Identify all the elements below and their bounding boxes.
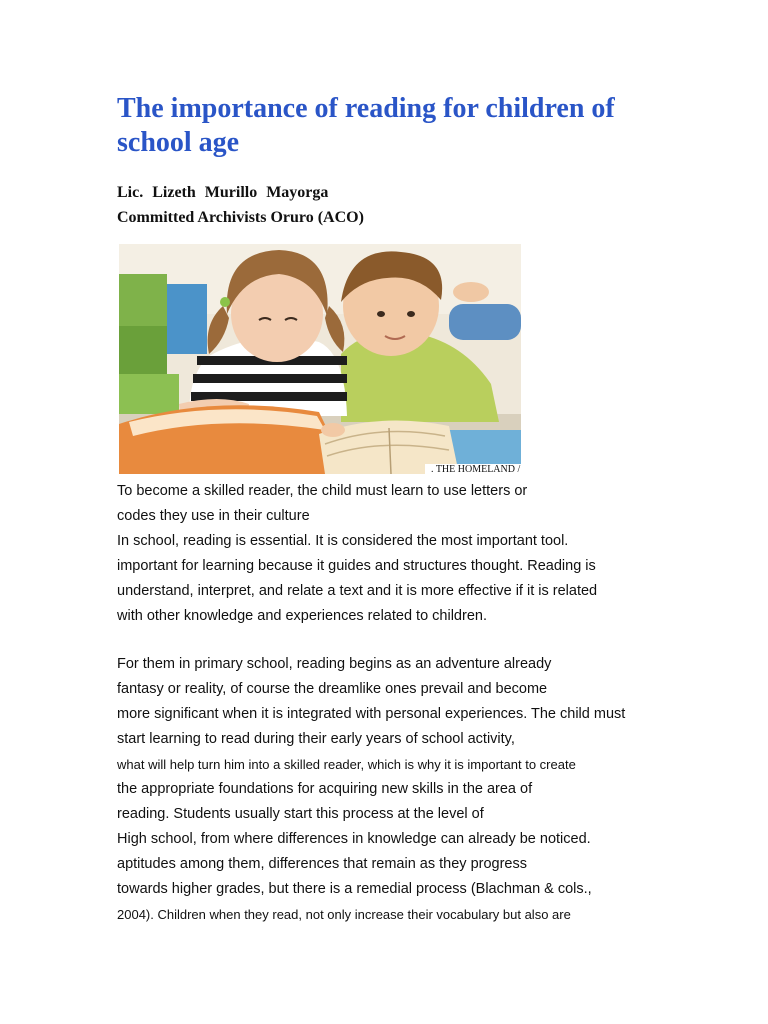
text-line: start learning to read during their early years of school activity, xyxy=(117,731,515,747)
text-line: In school, reading is essential. It is considered the most important tool. xyxy=(117,533,569,549)
text-line: more significant when it is integrated with personal experiences. The child must xyxy=(117,706,626,722)
text-line: towards higher grades, but there is a remedial process (Blachman & cols., xyxy=(117,881,592,897)
text-line: with other knowledge and experiences related to children. xyxy=(117,608,487,624)
text-line: 2004). Children when they read, not only increase their vocabulary but also are xyxy=(117,907,571,922)
article-title: The importance of reading for children of school age xyxy=(117,93,615,158)
text-line: High school, from where differences in knowledge can already be noticed. xyxy=(117,831,591,847)
text-line: aptitudes among them, differences that remain as they progress xyxy=(117,856,527,872)
text-line: important for learning because it guides and structures thought. Reading is xyxy=(117,558,596,574)
text-line: understand, interpret, and relate a text and it is more effective if it is related xyxy=(117,583,598,599)
text-line: reading. Students usually start this process at the level of xyxy=(117,806,484,822)
text-line: the appropriate foundations for acquiring new skills in the area of xyxy=(117,781,533,797)
author-name: Lic. Lizeth Murillo Mayorga xyxy=(117,184,329,201)
text-line: For them in primary school, reading begins as an adventure already xyxy=(117,656,552,672)
author-organization: Committed Archivists Oruro (ACO) xyxy=(117,209,364,226)
text-line: To become a skilled reader, the child must learn to use letters or xyxy=(117,483,528,499)
text-line: codes they use in their culture xyxy=(117,508,310,524)
image-caption: . THE HOMELAND / xyxy=(425,464,524,476)
text-line: fantasy or reality, of course the dreamlike ones prevail and become xyxy=(117,681,548,697)
text-line: what will help turn him into a skilled reader, which is why it is important to create xyxy=(117,757,576,772)
children-reading-photo xyxy=(119,244,521,474)
paragraph-2 xyxy=(117,652,677,927)
paragraph-1 xyxy=(117,479,677,629)
